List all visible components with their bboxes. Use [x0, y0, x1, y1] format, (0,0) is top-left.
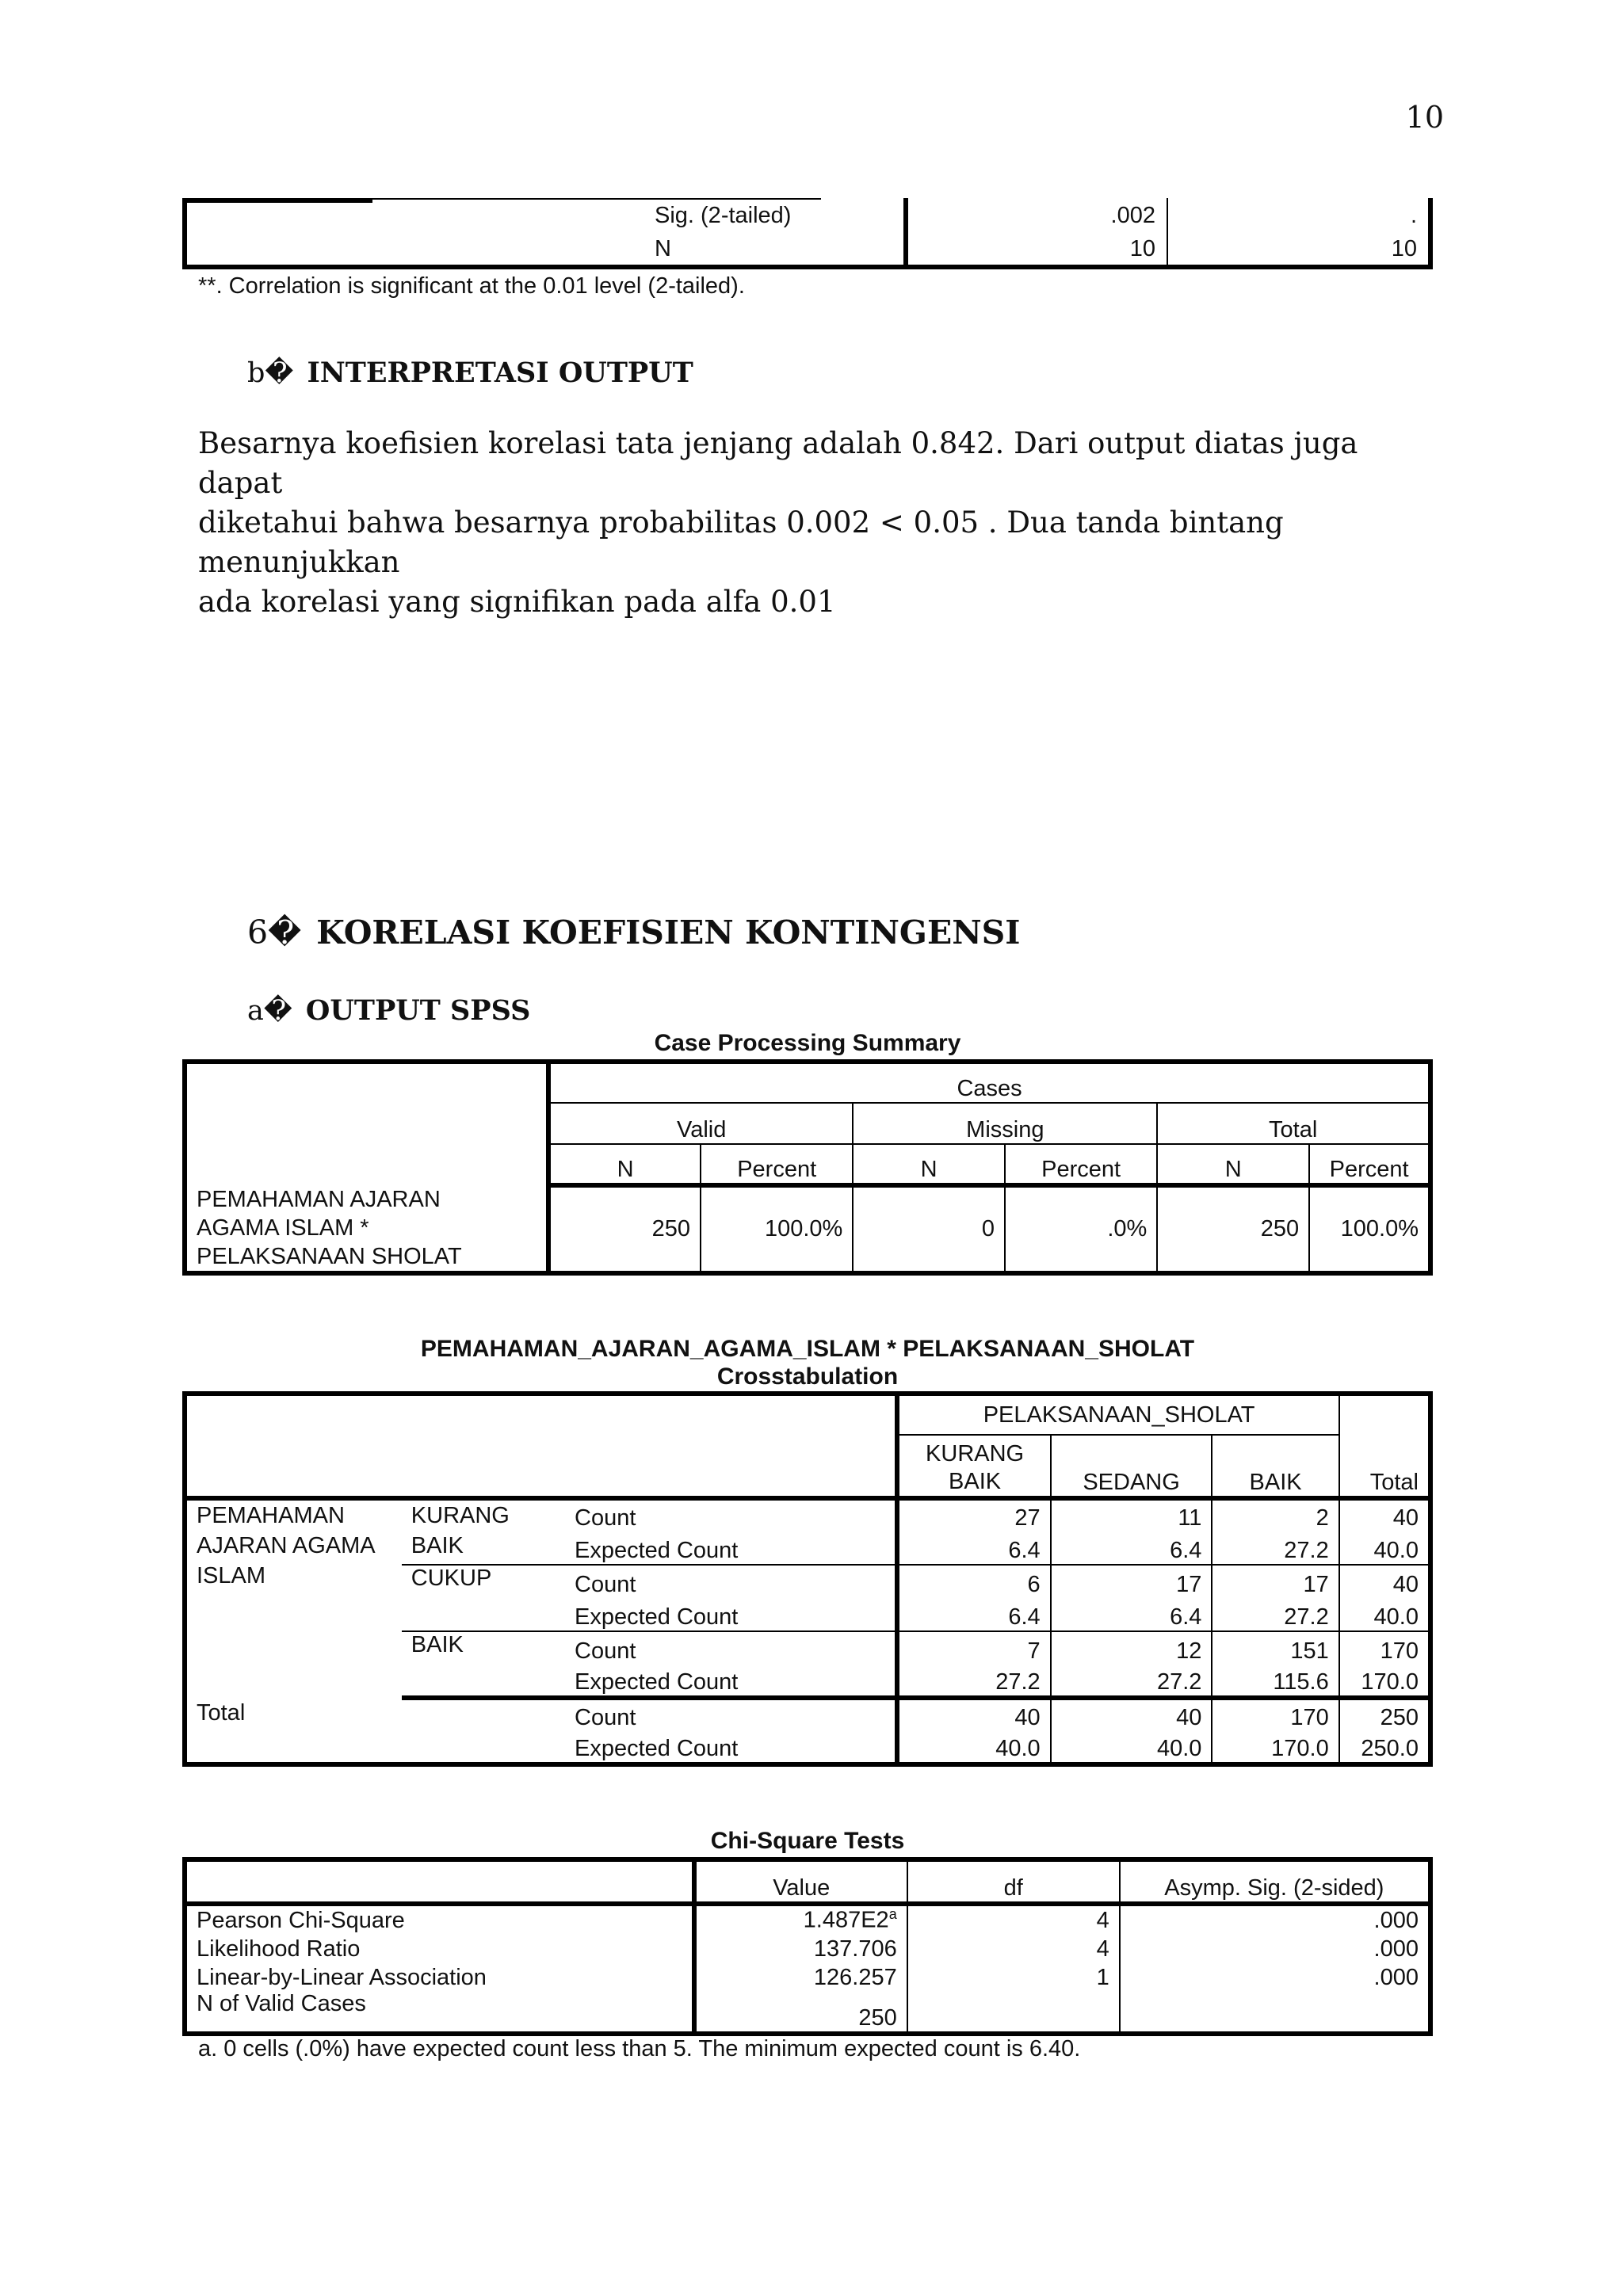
value-cell: 27.2 [1212, 1531, 1338, 1565]
df-header: df [907, 1859, 1120, 1904]
value-cell: 17 [1051, 1565, 1212, 1598]
value-cell: 17 [1212, 1565, 1338, 1598]
value-cell: 6.4 [897, 1531, 1050, 1565]
row-label-line: PEMAHAMAN AJARAN [197, 1187, 441, 1212]
test-df: 4 [907, 1934, 1120, 1962]
case-processing-table [182, 1059, 1433, 1276]
section-title: KORELASI KOEFISIEN KONTINGENSI [316, 913, 1021, 952]
percent-header: Percent [701, 1144, 853, 1185]
paragraph-line: diketahui bahwa besarnya probabilitas 0.002 < 0.05 . Dua tanda bintang menunjukkan [198, 505, 1284, 579]
value-cell: 6.4 [897, 1598, 1050, 1631]
crosstab-table [182, 1391, 1433, 1767]
stat-label-count: Count [565, 1698, 897, 1731]
percent-header: Percent [1309, 1144, 1430, 1185]
test-label: N of Valid Cases [185, 1991, 694, 2034]
value-cell: 40.0 [897, 1731, 1050, 1764]
value-cell: 40 [1051, 1698, 1212, 1731]
test-sig: .000 [1120, 1962, 1430, 1991]
corner-cell [185, 1394, 897, 1498]
value-cell: 12 [1051, 1631, 1212, 1665]
table-border-segment [372, 198, 821, 200]
test-value: 137.706 [694, 1934, 907, 1962]
paragraph-line: Besarnya koefisien korelasi tata jenjang adalah 0.842. Dari output diatas juga dapat [198, 426, 1358, 500]
section-6-heading [247, 913, 1020, 952]
percent-header: Percent [1005, 1144, 1157, 1185]
value-cell: 2 [1212, 1498, 1338, 1531]
value-header: Value [694, 1859, 907, 1904]
corner-cell [185, 1062, 548, 1185]
value-cell: 151 [1212, 1631, 1338, 1665]
page-number: 10 [1405, 100, 1444, 135]
total-cell: 40 [1339, 1498, 1430, 1531]
crosstab-title [182, 1335, 1433, 1390]
test-sig [1120, 1991, 1430, 2034]
test-value: 250 [694, 1991, 907, 2034]
total-row-spacer [185, 1731, 565, 1764]
case-processing-title: Case Processing Summary [654, 1030, 961, 1056]
footnote-marker: a [888, 1906, 897, 1922]
col-header-line: BAIK [949, 1469, 1002, 1494]
total-header: Total [1157, 1103, 1430, 1144]
total-column-header: Total [1339, 1394, 1430, 1498]
total-cell: 250 [1339, 1698, 1430, 1731]
test-sig: .000 [1120, 1934, 1430, 1962]
row-variable-line: AJARAN AGAMA [197, 1533, 376, 1558]
row-label-line: PELAKSANAAN SHOLAT [197, 1244, 462, 1269]
value-cell: 40 [897, 1698, 1050, 1731]
value-cell: 7 [897, 1631, 1050, 1665]
sig-label: Sig. (2-tailed) [655, 203, 792, 228]
total-cell: 170.0 [1339, 1665, 1430, 1698]
table-border-segment [182, 198, 372, 203]
chi-square-title: Chi-Square Tests [710, 1828, 905, 1854]
col-header-kurang-baik [897, 1435, 1050, 1498]
section-title: OUTPUT SPSS [305, 994, 531, 1027]
stat-label-expected: Expected Count [565, 1731, 897, 1764]
row-variable-line: PEMAHAMAN [197, 1503, 345, 1528]
row-variable-line: ISLAM [197, 1563, 266, 1589]
stat-label-expected: Expected Count [565, 1598, 897, 1631]
chi-square-table [182, 1857, 1433, 2036]
total-cell: 250.0 [1339, 1731, 1430, 1764]
category-cukup: CUKUP [402, 1565, 565, 1631]
corner-cell [185, 1859, 694, 1904]
value-cell: 40.0 [1051, 1731, 1212, 1764]
category-line: BAIK [411, 1533, 464, 1558]
stat-label-expected: Expected Count [565, 1531, 897, 1565]
row-label-line: AGAMA ISLAM * [197, 1215, 369, 1241]
correlation-table-fragment [182, 198, 1433, 269]
col-header-sedang: SEDANG [1051, 1435, 1212, 1498]
stat-label-count: Count [565, 1498, 897, 1531]
value-cell: 27.2 [1051, 1665, 1212, 1698]
value-cell: 6.4 [1051, 1531, 1212, 1565]
test-sig: .000 [1120, 1904, 1430, 1934]
test-df: 4 [907, 1904, 1120, 1934]
total-cell: 40.0 [1339, 1598, 1430, 1631]
value-cell: 27.2 [1212, 1598, 1338, 1631]
n-header: N [1157, 1144, 1309, 1185]
table-border-right [1428, 198, 1433, 269]
total-cell: 40.0 [1339, 1531, 1430, 1565]
section-marker: 6� [247, 913, 302, 952]
stat-label-count: Count [565, 1631, 897, 1665]
value-cell: 27 [897, 1498, 1050, 1531]
category-line: KURANG [411, 1503, 510, 1528]
total-cell: 170 [1339, 1631, 1430, 1665]
value-cell: 6.4 [1051, 1598, 1212, 1631]
interpretation-paragraph [198, 424, 1434, 622]
sig-value-1: .002 [1110, 203, 1155, 228]
chi-square-footnote: a. 0 cells (.0%) have expected count less than 5. The minimum expected count is 6.40. [198, 2036, 1081, 2061]
section-b-heading [247, 357, 693, 389]
crosstab-title-line: Crosstabulation [716, 1363, 899, 1390]
value-cell: 115.6 [1212, 1665, 1338, 1698]
test-df: 1 [907, 1962, 1120, 1991]
col-header-baik: BAIK [1212, 1435, 1338, 1498]
correlation-footnote: **. Correlation is significant at the 0.01 level (2-tailed). [198, 273, 745, 299]
test-label: Pearson Chi-Square [185, 1904, 694, 1934]
n-label: N [655, 236, 671, 261]
valid-percent-cell: 100.0% [701, 1185, 853, 1273]
n-value-1: 10 [1129, 236, 1155, 261]
cases-header: Cases [548, 1062, 1430, 1103]
test-value [694, 1904, 907, 1934]
test-df [907, 1991, 1120, 2034]
n-value-2: 10 [1391, 236, 1417, 261]
section-title: INTERPRETASI OUTPUT [307, 357, 693, 389]
row-label [185, 1185, 548, 1273]
total-cell: 40 [1339, 1565, 1430, 1598]
test-label: Likelihood Ratio [185, 1934, 694, 1962]
section-marker: b� [247, 357, 294, 389]
paragraph-line: ada korelasi yang signifikan pada alfa 0.01 [198, 585, 836, 619]
value-cell: 170 [1212, 1698, 1338, 1731]
test-value: 126.257 [694, 1962, 907, 1991]
value-cell: 27.2 [897, 1665, 1050, 1698]
missing-percent-cell: .0% [1005, 1185, 1157, 1273]
test-value-number: 1.487E2 [803, 1907, 889, 1933]
value-cell: 11 [1051, 1498, 1212, 1531]
value-cell: 6 [897, 1565, 1050, 1598]
stat-label-count: Count [565, 1565, 897, 1598]
n-header: N [548, 1144, 701, 1185]
n-header: N [853, 1144, 1005, 1185]
category-kurang-baik [402, 1498, 565, 1565]
sig-value-2: . [1410, 203, 1417, 228]
sig-header: Asymp. Sig. (2-sided) [1120, 1859, 1430, 1904]
value-cell: 170.0 [1212, 1731, 1338, 1764]
col-header-line: KURANG [926, 1441, 1025, 1466]
missing-n-cell: 0 [853, 1185, 1005, 1273]
total-n-cell: 250 [1157, 1185, 1309, 1273]
section-a-heading [247, 994, 530, 1027]
table-border-left [182, 198, 187, 269]
valid-header: Valid [548, 1103, 853, 1144]
row-variable-label [185, 1498, 402, 1698]
missing-header: Missing [853, 1103, 1157, 1144]
valid-n-cell: 250 [548, 1185, 701, 1273]
section-marker: a� [247, 995, 292, 1027]
category-baik: BAIK [402, 1631, 565, 1698]
crosstab-title-line: PEMAHAMAN_AJARAN_AGAMA_ISLAM * PELAKSANAAN_SHOLAT [420, 1336, 1195, 1362]
test-label: Linear-by-Linear Association [185, 1962, 694, 1991]
column-group-header: PELAKSANAAN_SHOLAT [897, 1394, 1338, 1435]
total-percent-cell: 100.0% [1309, 1185, 1430, 1273]
table-border-bottom [182, 265, 1433, 269]
stat-label-expected: Expected Count [565, 1665, 897, 1698]
total-row-label: Total [185, 1698, 565, 1731]
